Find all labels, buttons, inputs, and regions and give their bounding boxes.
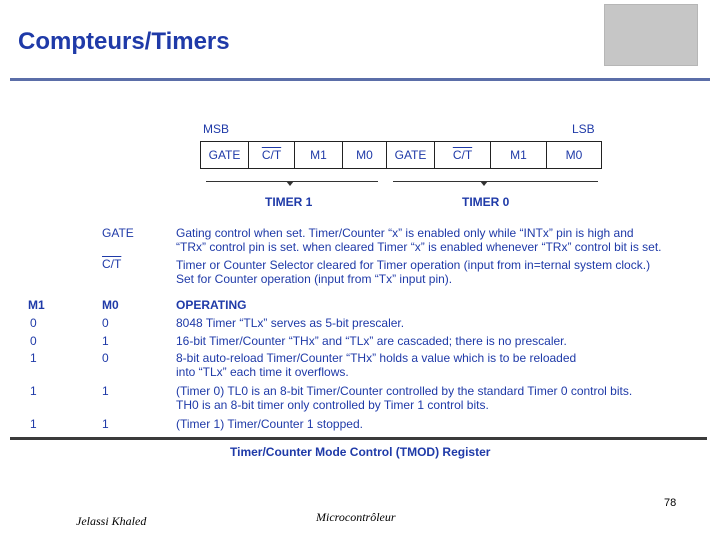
def-term-ct: C/T xyxy=(102,257,122,271)
corner-decoration-box xyxy=(604,4,698,66)
bit-cell-ct-1: C/T xyxy=(249,142,295,168)
mode-row-3-m1: 1 xyxy=(30,351,37,365)
mode-row-1-m0: 0 xyxy=(102,316,109,330)
bit-cell-gate-0: GATE xyxy=(387,142,435,168)
mode-row-2-desc: 16-bit Timer/Counter “THx” and “TLx” are cascaded; there is no prescaler. xyxy=(176,334,567,348)
slide-title: Compteurs/Timers xyxy=(18,28,230,55)
msb-label: MSB xyxy=(203,122,230,136)
mode-row-4-desc-line-2: TH0 is an 8-bit timer only controlled by Timer 1 control bits. xyxy=(176,398,489,412)
footer-author: Jelassi Khaled xyxy=(76,514,147,528)
mode-header-m0: M0 xyxy=(102,298,119,312)
bit-cell-m1-0: M1 xyxy=(491,142,547,168)
mode-header-operating: OPERATING xyxy=(176,298,247,312)
bit-cell-m0-0: M0 xyxy=(565,148,583,162)
mode-row-2-m0: 1 xyxy=(102,334,109,348)
timer1-brace-tick xyxy=(286,181,294,186)
mode-row-3-desc-line-1: 8-bit auto-reload Timer/Counter “THx” holds a value which is to be reloaded xyxy=(176,351,577,365)
mode-row-3-m0: 0 xyxy=(102,351,109,365)
timer0-brace-line xyxy=(393,181,598,182)
def-ct-line-1: Timer or Counter Selector cleared for Timer operation (input from in=ternal system clock.) xyxy=(176,258,651,272)
mode-row-1-m1: 0 xyxy=(30,316,37,330)
mode-header-m1: M1 xyxy=(28,298,45,312)
mode-row-2-m1: 0 xyxy=(30,334,37,348)
bit-cell-m0-1: M0 xyxy=(343,142,387,168)
mode-row-5-desc: (Timer 1) Timer/Counter 1 stopped. xyxy=(176,417,363,431)
timer0-brace-tick xyxy=(480,181,488,186)
figure-bottom-rule xyxy=(10,437,707,440)
title-underline xyxy=(10,78,710,81)
mode-row-5-m1: 1 xyxy=(30,417,37,431)
tmod-register-table xyxy=(200,141,602,169)
def-gate-line-2: “TRx” control pin is set. when cleared Timer “x” is enabled whenever “TRx” control bit is set. xyxy=(176,240,662,254)
mode-row-4-desc-line-1: (Timer 0) TL0 is an 8-bit Timer/Counter controlled by the standard Timer 0 control bits. xyxy=(176,384,633,398)
timer1-group-label: TIMER 1 xyxy=(265,195,313,209)
mode-row-4-m0: 1 xyxy=(102,384,109,398)
mode-row-1-desc: 8048 Timer “TLx” serves as 5-bit prescaler. xyxy=(176,316,405,330)
page-number: 78 xyxy=(664,497,677,509)
bit-cell-m1-1: M1 xyxy=(295,142,343,168)
footer-course: Microcontrôleur xyxy=(316,510,396,524)
def-gate-line-1: Gating control when set. Timer/Counter “x” is enabled only while “INTx” pin is high and xyxy=(176,226,634,240)
mode-row-3-desc-line-2: into “TLx” each time it overflows. xyxy=(176,365,349,379)
bit-cell-gate-1: GATE xyxy=(201,142,249,168)
mode-row-5-m0: 1 xyxy=(102,417,109,431)
mode-row-4-m1: 1 xyxy=(30,384,37,398)
def-term-gate: GATE xyxy=(102,226,134,240)
bit-cell-ct-0: C/T xyxy=(435,142,491,168)
timer0-group-label: TIMER 0 xyxy=(462,195,510,209)
lsb-label: LSB xyxy=(572,122,595,136)
figure-caption: Timer/Counter Mode Control (TMOD) Register xyxy=(230,445,491,459)
def-ct-line-2: Set for Counter operation (input from “Tx” input pin). xyxy=(176,272,453,286)
